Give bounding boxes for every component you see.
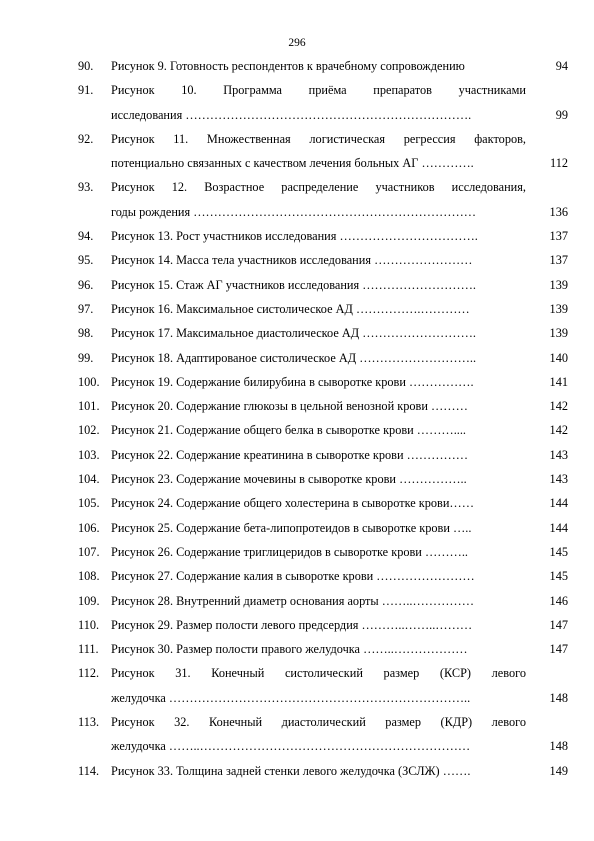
toc-entry [78, 175, 568, 224]
entry-title [111, 661, 526, 710]
entry-title-line: Рисунок 24. Содержание общего холестерина в сыворотке крови…… [111, 496, 475, 511]
entry-title [111, 467, 526, 491]
entry-title [111, 175, 526, 224]
entry-number: 90. [78, 59, 94, 73]
entry-page-number: 143 [549, 447, 568, 462]
entry-title-line: Рисунок 31. Конечный систолический размер (КСР) левого [111, 666, 526, 681]
toc-entry [78, 467, 568, 491]
entry-title-line: желудочка ……………………………………………………………….. [111, 690, 471, 705]
entry-number: 100. [78, 374, 100, 389]
entry-number: 112. [78, 666, 100, 681]
entry-page-number: 112 [550, 156, 568, 171]
toc-entry [78, 370, 568, 394]
entry-title [111, 710, 526, 759]
entry-title [111, 637, 526, 661]
entry-title-line: Рисунок 20. Содержание глюкозы в цельной венозной крови ……… [111, 399, 468, 414]
entry-page-number: 137 [549, 229, 568, 244]
entry-title-line: Рисунок 9. Готовность респондентов к врачебному сопровождению [111, 59, 465, 73]
entry-title [111, 418, 526, 442]
entry-title [111, 564, 526, 588]
entry-number: 102. [78, 423, 100, 438]
entry-number: 113. [78, 715, 100, 730]
entry-title-line: Рисунок 12. Возрастное распределение участников исследования, [111, 180, 526, 195]
entry-number: 94. [78, 229, 94, 244]
entry-title-line: Рисунок 30. Размер полости правого желудочка ……..……………… [111, 642, 468, 657]
entry-title-line: Рисунок 10. Программа приёма препаратов участниками [111, 83, 526, 98]
entry-title [111, 273, 526, 297]
toc-entry [78, 273, 568, 297]
entry-page-number: 145 [549, 569, 568, 584]
entry-title [111, 394, 526, 418]
entry-title [111, 54, 526, 78]
entry-title-line: Рисунок 28. Внутренний диаметр основания аорты ……..…………… [111, 593, 474, 608]
entry-title [111, 540, 526, 564]
entry-page-number: 99 [555, 107, 568, 122]
toc-entry [78, 564, 568, 588]
toc-entry [78, 710, 568, 759]
entry-title [111, 78, 526, 127]
entry-page-number: 145 [549, 544, 568, 559]
entry-number: 107. [78, 544, 100, 559]
entry-number: 106. [78, 520, 100, 535]
toc-entry [78, 613, 568, 637]
entry-title [111, 759, 526, 783]
entry-title-line: Рисунок 11. Множественная логистическая регрессия факторов, [111, 131, 526, 146]
entry-title [111, 516, 526, 540]
entry-title-line: Рисунок 18. Адаптированое систолическое АД ……………………….. [111, 350, 477, 365]
entry-title-line: Рисунок 14. Масса тела участников исследования …………………… [111, 253, 473, 268]
entry-page-number: 144 [549, 520, 568, 535]
entry-title-line: годы рождения …………………………………………………………… [111, 204, 477, 219]
toc-entry [78, 224, 568, 248]
entry-title-line: потенциально связанных с качеством лечения больных АГ …………. [111, 156, 474, 171]
entry-number: 91. [78, 83, 94, 98]
entry-page-number: 141 [549, 374, 568, 389]
toc-entry [78, 516, 568, 540]
entry-number: 110. [78, 617, 100, 632]
entry-title-line: Рисунок 22. Содержание креатинина в сыворотке крови …………… [111, 447, 469, 462]
entry-title-line: Рисунок 33. Толщина задней стенки левого желудочка (ЗСЛЖ) ……. [111, 763, 471, 778]
entry-number: 95. [78, 253, 94, 268]
entry-page-number: 148 [549, 690, 568, 705]
entry-number: 105. [78, 496, 100, 511]
entry-number: 101. [78, 399, 100, 414]
entry-title-line: Рисунок 23. Содержание мочевины в сыворотке крови …………….. [111, 472, 467, 487]
entry-title-line: Рисунок 26. Содержание триглицеридов в сыворотке крови ……….. [111, 544, 468, 559]
entry-title [111, 589, 526, 613]
toc-entry [78, 589, 568, 613]
entry-number: 104. [78, 472, 100, 487]
page-number: 296 [288, 37, 306, 49]
toc-entry [78, 637, 568, 661]
entry-title-line: Рисунок 27. Содержание калия в сыворотке крови …………………… [111, 569, 475, 584]
toc-entry [78, 759, 568, 783]
entry-page-number: 142 [549, 423, 568, 438]
entry-title-line: Рисунок 16. Максимальное систолическое АД …………….………… [111, 301, 470, 316]
toc-entry [78, 78, 568, 127]
entry-title-line: исследования ……………………………………………………………. [111, 107, 472, 122]
entry-title-line: Рисунок 25. Содержание бета-липопротеидов в сыворотке крови ….. [111, 520, 472, 535]
entry-number: 93. [78, 180, 94, 195]
entry-number: 98. [78, 326, 94, 341]
entry-number: 114. [78, 763, 100, 778]
entry-title [111, 127, 526, 176]
entry-page-number: 142 [549, 399, 568, 414]
entry-page-number: 139 [549, 326, 568, 341]
entry-page-number: 139 [549, 277, 568, 292]
entry-title-line: Рисунок 13. Рост участников исследования ……………………………. [111, 229, 478, 244]
entry-number: 96. [78, 277, 94, 292]
entry-title [111, 346, 526, 370]
toc-entry [78, 418, 568, 442]
entry-number: 108. [78, 569, 100, 584]
entry-page-number: 147 [549, 642, 568, 657]
entry-number: 97. [78, 301, 94, 316]
entry-number: 109. [78, 593, 100, 608]
entry-title-line: Рисунок 19. Содержание билирубина в сыворотке крови ……………. [111, 374, 474, 389]
entry-title-line: Рисунок 17. Максимальное диастолическое АД ………………………. [111, 326, 476, 341]
entry-title [111, 443, 526, 467]
entry-title [111, 613, 526, 637]
entry-title [111, 370, 526, 394]
entry-title [111, 491, 526, 515]
entry-title [111, 224, 526, 248]
entry-number: 111. [78, 642, 99, 657]
entry-page-number: 143 [549, 472, 568, 487]
toc-entry [78, 661, 568, 710]
entry-page-number: 94 [555, 59, 568, 73]
toc-entry [78, 540, 568, 564]
entry-number: 92. [78, 131, 94, 146]
entry-page-number: 137 [549, 253, 568, 268]
toc-entry [78, 491, 568, 515]
entry-page-number: 146 [549, 593, 568, 608]
entry-title [111, 321, 526, 345]
toc-entry [78, 54, 568, 78]
toc-entry [78, 297, 568, 321]
entry-page-number: 144 [549, 496, 568, 511]
entry-title-line: Рисунок 21. Содержание общего белка в сыворотке крови ……….... [111, 423, 466, 438]
entry-number: 99. [78, 350, 94, 365]
toc-entry [78, 127, 568, 176]
entry-title [111, 248, 526, 272]
entry-page-number: 148 [549, 739, 568, 754]
entry-title [111, 297, 526, 321]
entry-title-line: желудочка ……..………………………………………………………… [111, 739, 471, 754]
toc-entry [78, 443, 568, 467]
entry-page-number: 140 [549, 350, 568, 365]
entry-page-number: 136 [549, 204, 568, 219]
toc-entry [78, 321, 568, 345]
entry-title-line: Рисунок 29. Размер полости левого предсердия ………..……..……… [111, 617, 473, 632]
entry-page-number: 149 [549, 763, 568, 778]
entry-title-line: Рисунок 15. Стаж АГ участников исследования ………………………. [111, 277, 476, 292]
entry-number: 103. [78, 447, 100, 462]
toc-entry [78, 346, 568, 370]
toc-entry [78, 394, 568, 418]
toc-entry [78, 248, 568, 272]
entry-page-number: 147 [549, 617, 568, 632]
entry-page-number: 139 [549, 301, 568, 316]
entry-title-line: Рисунок 32. Конечный диастолический размер (КДР) левого [111, 715, 526, 730]
list-of-figures [78, 54, 568, 783]
